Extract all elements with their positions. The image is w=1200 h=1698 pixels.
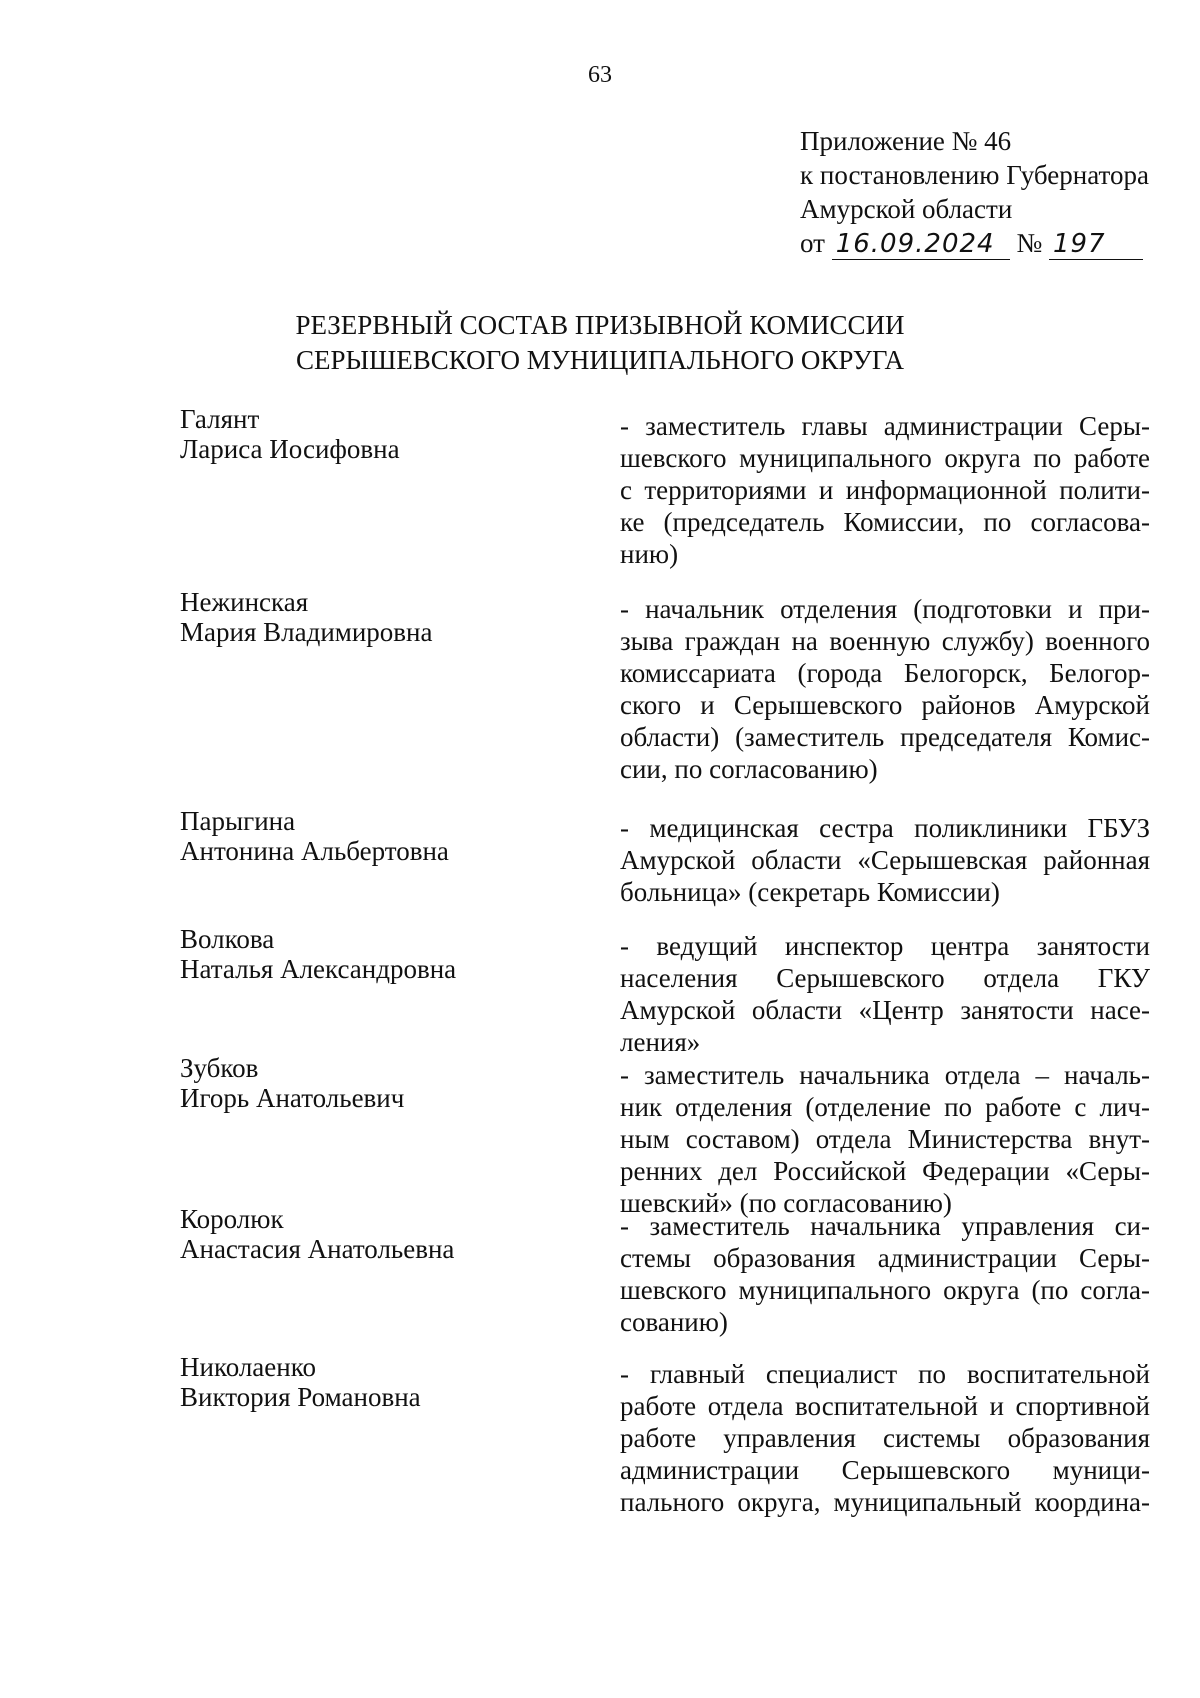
member-surname: Нежинская [180,587,309,617]
member-role-line: области) (заместитель председателя Комис- [620,722,1150,752]
member-given-names: Игорь Анатольевич [180,1083,405,1113]
member-role-line: нию) [620,539,679,569]
member-given-names: Анастасия Анатольевна [180,1234,455,1264]
member-name [180,404,620,464]
member-name [180,1204,620,1264]
member-role [620,930,1150,1058]
member-entry [180,587,1150,785]
title-line-1: РЕЗЕРВНЫЙ СОСТАВ ПРИЗЫВНОЙ КОМИССИИ [295,310,905,340]
member-surname: Галянт [180,404,260,434]
member-role-line: населения Серышевского отдела ГКУ [620,963,1150,993]
member-role [620,812,1150,908]
member-role-line: работе управления системы образования [620,1423,1150,1453]
member-role-line: ренних дел Российской Федерации «Серы- [620,1156,1150,1186]
member-role-line: шевского муниципального округа (по согла- [620,1275,1150,1305]
appendix-region: Амурской области [800,194,1013,224]
member-entry [180,404,1150,570]
page-number: 63 [588,62,612,88]
member-role-line: - медицинская сестра поликлиники ГБУЗ [620,813,1150,843]
member-role-line: ке (председатель Комиссии, по согласова- [620,507,1150,537]
member-role-line: администрации Серышевского муници- [620,1455,1150,1485]
member-role-line: пального округа, муниципальный координа- [620,1487,1150,1517]
member-role-line: сии, по согласованию) [620,754,878,784]
member-role-line: - начальник отделения (подготовки и при- [620,594,1150,624]
member-role-line: ник отделения (отделение по работе с лич- [620,1092,1150,1122]
appendix-title: Приложение № 46 [800,126,1012,156]
member-role-line: шевского муниципального округа по работе [620,443,1150,473]
member-surname: Зубков [180,1053,259,1083]
member-surname: Парыгина [180,806,296,836]
member-given-names: Виктория Романовна [180,1382,421,1412]
member-entry [180,806,1150,908]
member-name [180,924,620,984]
member-entry [180,1352,1150,1518]
date-prefix: от [800,228,825,258]
member-role [620,1358,1150,1518]
member-role-line: больница» (секретарь Комиссии) [620,877,1000,907]
number-prefix: № [1016,228,1043,258]
title-line-2: СЕРЫШЕВСКОГО МУНИЦИПАЛЬНОГО ОКРУГА [295,345,905,375]
member-role-line: зыва граждан на военную службу) военного [620,626,1150,656]
member-role-line: работе отдела воспитательной и спортивной [620,1391,1150,1421]
member-surname: Николаенко [180,1352,316,1382]
member-role-line: сованию) [620,1307,728,1337]
member-entry [180,1053,1150,1219]
document-title [0,308,1200,378]
member-role-line: - заместитель главы администрации Серы- [620,411,1150,441]
member-role-line: стемы образования администрации Серы- [620,1243,1150,1273]
member-given-names: Мария Владимировна [180,617,433,647]
member-role-line: ского и Серышевского районов Амурской [620,690,1150,720]
member-role [620,593,1150,785]
member-role-line: - заместитель начальника управления си- [620,1211,1150,1241]
appendix-block [800,124,1149,260]
member-name [180,806,620,866]
member-surname: Королюк [180,1204,284,1234]
member-surname: Волкова [180,924,275,954]
member-entry [180,1204,1150,1338]
member-role-line: - ведущий инспектор центра занятости [620,931,1150,961]
member-role-line: шевский» (по согласованию) [620,1188,952,1218]
member-role [620,1059,1150,1219]
member-role-line: ления» [620,1027,701,1057]
member-name [180,587,620,647]
handwritten-date: 16.09.2024 [832,229,1010,260]
member-role-line: ным составом) отдела Министерства внут- [620,1124,1150,1154]
member-given-names: Лариса Иосифовна [180,434,400,464]
member-role-line: - заместитель начальника отдела – началь- [620,1060,1150,1090]
member-name [180,1053,620,1113]
appendix-date-row [800,226,1149,260]
member-name [180,1352,620,1412]
member-role-line: Амурской области «Центр занятости насе- [620,995,1150,1025]
member-given-names: Антонина Альбертовна [180,836,449,866]
member-given-names: Наталья Александровна [180,954,457,984]
handwritten-number: 197 [1049,229,1143,260]
member-role-line: Амурской области «Серышевская районная [620,845,1150,875]
member-role-line: комиссариата (города Белогорск, Белогор- [620,658,1150,688]
member-entry [180,924,1150,1058]
member-role [620,410,1150,570]
member-role-line: с территориями и информационной полити- [620,475,1150,505]
appendix-reference: к постановлению Губернатора [800,160,1149,190]
member-role-line: - главный специалист по воспитательной [620,1359,1150,1389]
member-role [620,1210,1150,1338]
